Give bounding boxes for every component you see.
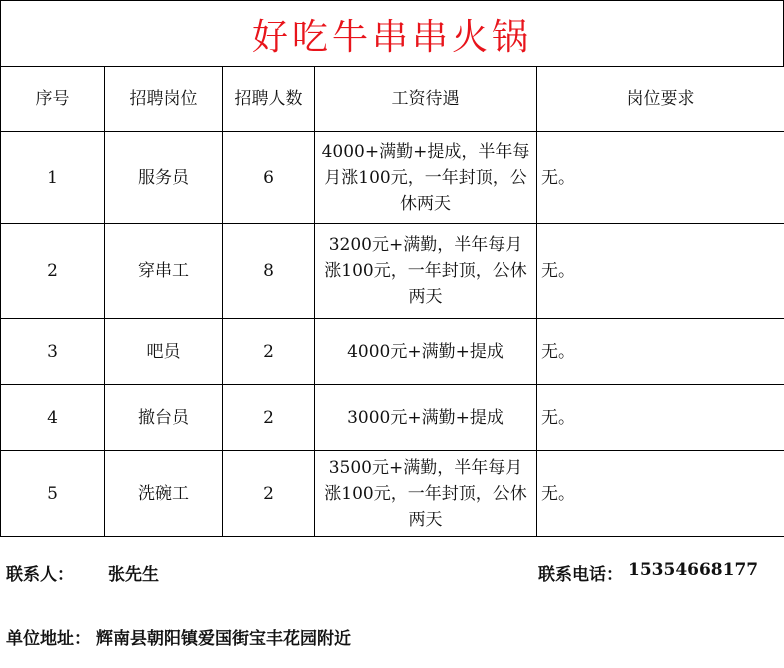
contact-person-label: 联系人：	[6, 565, 74, 585]
row-pay: 3500元+满勤，半年每月涨100元，一年封顶，公休两天	[315, 451, 537, 537]
table-header-row	[1, 67, 784, 132]
row-requirements: 无。	[537, 224, 784, 319]
row-count: 2	[223, 385, 315, 451]
row-number: 3	[1, 319, 105, 385]
row-position: 洗碗工	[105, 451, 223, 537]
row-requirements: 无。	[537, 385, 784, 451]
row-pay: 4000元+满勤+提成	[315, 319, 537, 385]
row-number: 4	[1, 385, 105, 451]
row-requirements: 无。	[537, 132, 784, 224]
contact-phone: 15354668177	[628, 560, 759, 580]
row-position: 服务员	[105, 132, 223, 224]
row-count: 8	[223, 224, 315, 319]
row-number: 5	[1, 451, 105, 537]
row-pay: 4000+满勤+提成，半年每月涨100元，一年封顶，公休两天	[315, 132, 537, 224]
table-row	[1, 319, 784, 385]
contact-phone-label: 联系电话：	[538, 565, 623, 585]
row-requirements: 无。	[537, 319, 784, 385]
row-pay: 3200元+满勤，半年每月涨100元，一年封顶，公休两天	[315, 224, 537, 319]
contact-person-name: 张先生	[108, 565, 159, 585]
address-label: 单位地址：	[6, 629, 91, 649]
row-number: 2	[1, 224, 105, 319]
header-pay: 工资待遇	[315, 67, 537, 132]
row-count: 2	[223, 319, 315, 385]
row-pay: 3000元+满勤+提成	[315, 385, 537, 451]
table-row	[1, 451, 784, 537]
row-position: 撤台员	[105, 385, 223, 451]
row-requirements: 无。	[537, 451, 784, 537]
header-requirements: 岗位要求	[537, 67, 784, 132]
table-row	[1, 224, 784, 319]
header-number: 序号	[1, 67, 105, 132]
table-row	[1, 385, 784, 451]
address-value: 辉南县朝阳镇爱国街宝丰花园附近	[96, 629, 351, 649]
row-count: 6	[223, 132, 315, 224]
table-row	[1, 132, 784, 224]
header-position: 招聘岗位	[105, 67, 223, 132]
row-position: 穿串工	[105, 224, 223, 319]
page-title: 好吃牛串串火锅	[0, 0, 784, 67]
row-number: 1	[1, 132, 105, 224]
row-count: 2	[223, 451, 315, 537]
row-position: 吧员	[105, 319, 223, 385]
header-count: 招聘人数	[223, 67, 315, 132]
job-table	[0, 66, 784, 537]
